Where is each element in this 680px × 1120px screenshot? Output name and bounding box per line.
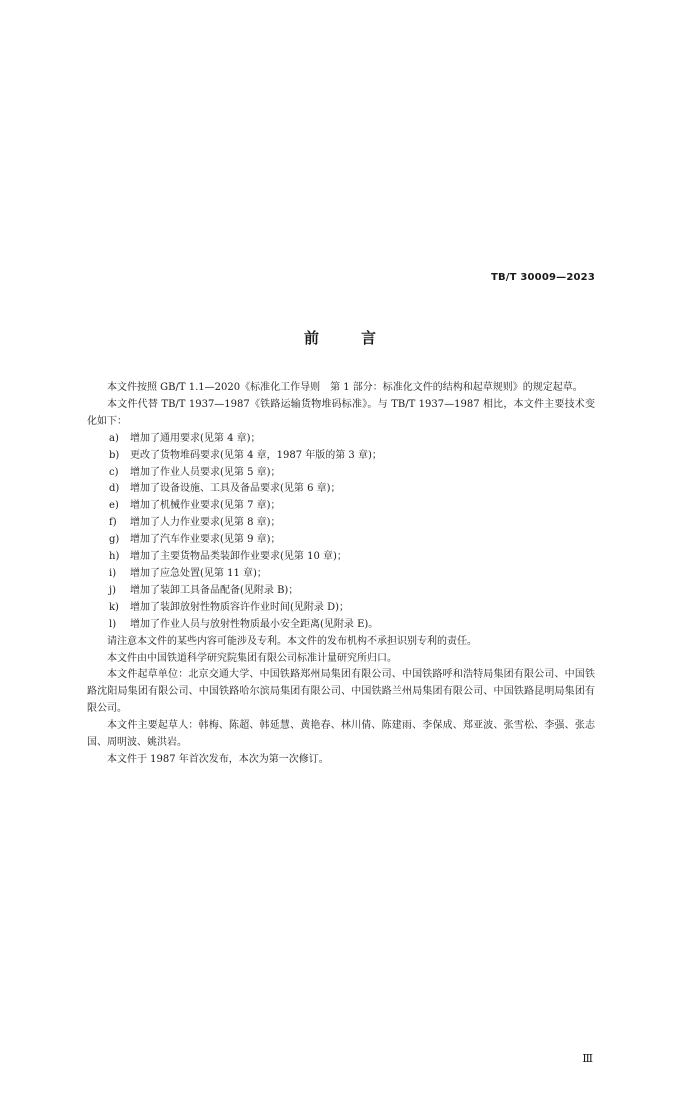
paragraph-patent-notice: 请注意本文件的某些内容可能涉及专利。本文件的发布机构不承担识别专利的责任。 [107,635,477,647]
paragraph-drafting-rules: 本文件按照 GB/T 1.1—2020《标准化工作导则 第 1 部分：标准化文件的结构和起草规则》的规定起草。 [107,382,583,393]
list-item-text: 增加了人力作业要求(见第 8 章)； [130,517,281,529]
foreword-body [87,380,595,769]
list-item-text: 增加了设备设施、工具及备品要求(见第 6 章)； [130,483,341,495]
paragraph-drafting-units: 本文件起草单位：北京交通大学、中国铁路郑州局集团有限公司、中国铁路呼和浩特局集团有限公司、中国铁路沈阳局集团有限公司、中国铁路哈尔滨局集团有限公司、中国铁路兰州局集团有限公司、中国铁路昆明局集团有限公司。 [87,669,595,715]
list-item-text: 更改了货物堆码要求(见第 4 章，1987 年版的第 3 章)； [130,449,382,461]
list-item-text: 增加了应急处置(见第 11 章)； [130,567,267,579]
document-number: TB/T 30009—2023 [490,272,595,283]
list-item [87,600,595,617]
list-item-text: 增加了装卸放射性物质容许作业时间(见附录 D)； [130,601,349,613]
list-item-text: 增加了机械作业要求(见第 7 章)； [130,500,281,512]
list-item-label: c) [109,466,119,478]
list-item [87,532,595,549]
list-item-text: 增加了装卸工具备品配备(见附录 B)； [130,584,299,596]
list-item-label: f) [109,517,117,529]
list-item-label: k) [109,601,119,613]
list-item-label: h) [109,551,120,563]
list-item [87,481,595,498]
list-item-text: 增加了主要货物品类装卸作业要求(见第 10 章)； [130,551,347,563]
paragraph-publication-history: 本文件于 1987 年首次发布，本次为第一次修订。 [107,753,329,765]
list-item-label: i) [109,567,117,579]
list-item-label: e) [109,500,119,512]
list-item-text: 增加了作业人员与放射性物质最小安全距离(见附录 E)。 [130,618,379,630]
page-number: Ⅲ [582,1052,593,1065]
list-item-text: 增加了作业人员要求(见第 5 章)； [130,466,281,478]
list-item [87,549,595,566]
paragraph-responsible-body: 本文件由中国铁道科学研究院集团有限公司标准计量研究所归口。 [107,652,397,664]
list-item-label: b) [109,449,120,461]
list-item-label: d) [109,483,120,495]
list-item-text: 增加了汽车作业要求(见第 9 章)； [130,534,281,546]
paragraph-replacement: 本文件代替 TB/T 1937—1987《铁路运输货物堆码标准》。与 TB/T 1937—1987 相比，本文件主要技术变化如下： [87,398,595,427]
list-item [87,566,595,583]
list-item [87,498,595,515]
list-item [87,583,595,600]
paragraph-drafters: 本文件主要起草人：韩梅、陈超、韩延慧、黄艳春、林川倩、陈建雨、李保成、郑亚波、张雪松、李强、张志国、周明波、姚洪岩。 [87,720,595,749]
list-item-label: g) [109,534,120,546]
list-item [87,465,595,482]
list-item-label: l) [109,618,117,630]
list-item-label: a) [109,432,119,444]
list-item-text: 增加了通用要求(见第 4 章)； [130,432,261,444]
list-item [87,448,595,465]
list-item [87,515,595,532]
list-item [87,617,595,634]
page-title: 前言 [303,329,418,347]
list-item [87,431,595,448]
list-item-label: j) [109,584,117,596]
changes-list [87,431,595,634]
